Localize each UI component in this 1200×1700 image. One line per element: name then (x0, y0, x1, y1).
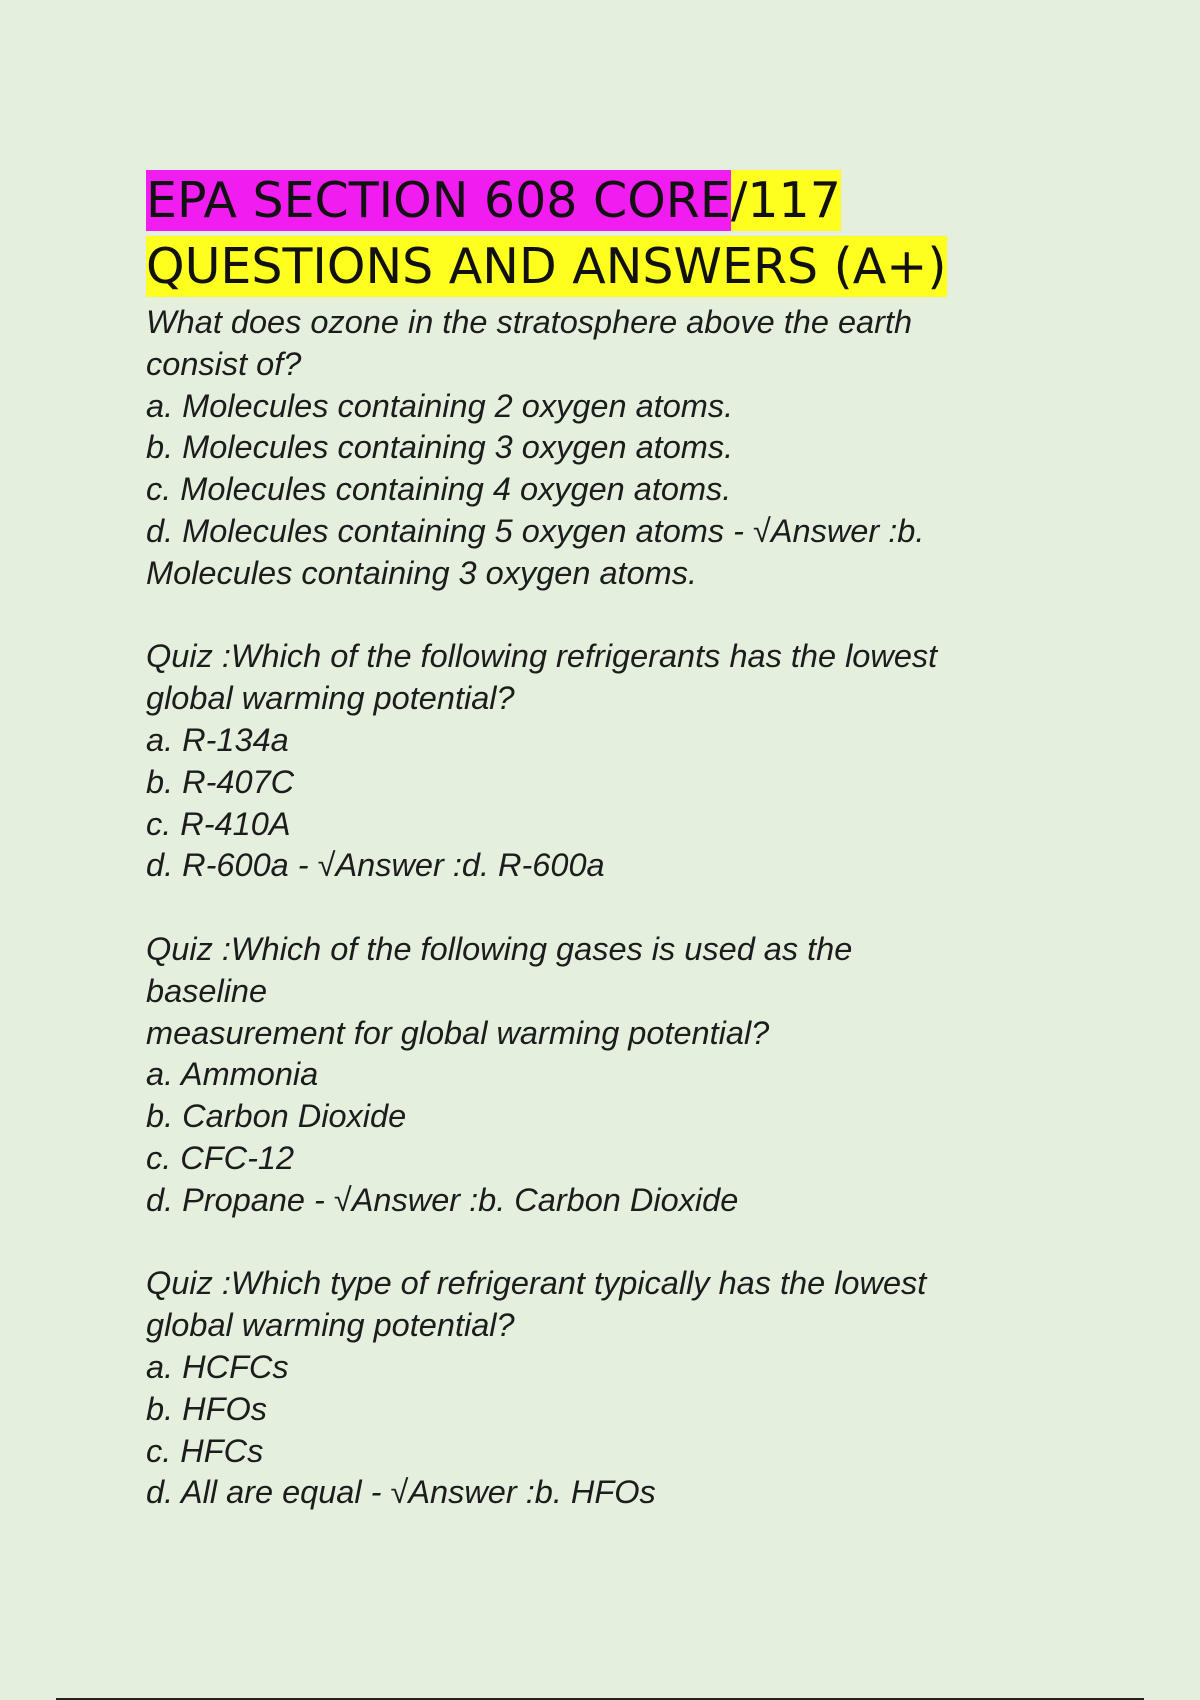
question-block-1 (146, 302, 1076, 595)
question-line: baseline (146, 972, 268, 1009)
title-highlight-yellow: /117 (730, 172, 841, 229)
document-title (146, 168, 1146, 300)
question-line: global warming potential? (146, 1307, 515, 1344)
question-line: Quiz :Which of the following gases is used as the (146, 930, 853, 967)
title-highlight-magenta: EPA SECTION 608 CORE (146, 172, 731, 229)
question-line: global warming potential? (146, 680, 515, 717)
question-block-4 (146, 1263, 1076, 1514)
question-line: measurement for global warming potential? (146, 1014, 770, 1051)
question-block-2 (146, 636, 1076, 887)
answer-line: Molecules containing 3 oxygen atoms. (146, 554, 698, 591)
option-line: b. Carbon Dioxide (146, 1098, 407, 1135)
option-answer-line: d. R-600a - √Answer :d. R-600a (146, 847, 605, 884)
option-answer-line: d. Molecules containing 5 oxygen atoms - √Answer :b. (146, 512, 925, 549)
option-line: a. Molecules containing 2 oxygen atoms. (146, 387, 734, 424)
option-line: a. HCFCs (146, 1348, 289, 1385)
question-line: consist of? (146, 345, 302, 382)
question-line: What does ozone in the stratosphere above the earth (146, 304, 913, 340)
question-line: Quiz :Which type of refrigerant typically has the lowest (146, 1265, 927, 1302)
option-line: c. R-410A (146, 805, 291, 842)
question-block-3 (146, 929, 1076, 1222)
option-line: c. CFC-12 (146, 1139, 295, 1176)
qa-content (146, 302, 1076, 1556)
option-line: c. HFCs (146, 1432, 264, 1469)
title-highlight-yellow-2: QUESTIONS AND ANSWERS (A+) (146, 238, 947, 295)
option-line: b. HFOs (146, 1390, 267, 1427)
option-answer-line: d. All are equal - √Answer :b. HFOs (146, 1474, 656, 1511)
title-line-2 (146, 234, 1146, 300)
option-line: b. R-407C (146, 763, 295, 800)
option-line: b. Molecules containing 3 oxygen atoms. (146, 429, 734, 466)
option-line: a. Ammonia (146, 1056, 319, 1093)
option-line: c. Molecules containing 4 oxygen atoms. (146, 471, 732, 508)
option-line: a. R-134a (146, 721, 289, 758)
option-answer-line: d. Propane - √Answer :b. Carbon Dioxide (146, 1181, 739, 1218)
title-line-1 (146, 168, 1146, 234)
question-line: Quiz :Which of the following refrigerants has the lowest (146, 638, 938, 675)
